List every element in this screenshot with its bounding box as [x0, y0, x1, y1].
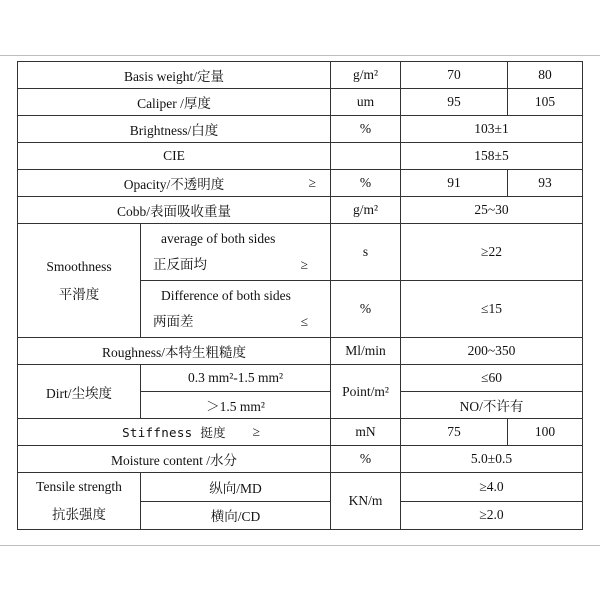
stiffness-label-cell [18, 419, 331, 446]
smoothness-difference-en: Difference of both sides [161, 288, 291, 303]
opacity-value-1: 91 [401, 170, 508, 197]
smoothness-label-cn: 平滑度 [58, 286, 100, 302]
tensile-label-cn: 抗张强度 [52, 507, 106, 522]
row-cie [18, 143, 583, 170]
cie-value: 158±5 [401, 143, 583, 170]
smoothness-difference-cell [141, 281, 331, 338]
cie-label: CIE [18, 143, 331, 170]
row-caliper [18, 89, 583, 116]
smoothness-difference-value: ≤15 [401, 281, 583, 338]
opacity-symbol: ≥ [308, 175, 316, 190]
dirt-large-range: ＞1.5 mm² [141, 392, 331, 419]
brightness-unit: % [331, 116, 401, 143]
smoothness-difference-cn-line [141, 309, 330, 335]
opacity-unit: % [331, 170, 401, 197]
row-dirt-small [18, 365, 583, 392]
cobb-label: Cobb/表面吸收重量 [18, 197, 331, 224]
tensile-label-en: Tensile strength [36, 479, 122, 494]
caliper-value-1: 95 [401, 89, 508, 116]
caliper-label: Caliper /厚度 [18, 89, 331, 116]
smoothness-difference-unit: % [331, 281, 401, 338]
smoothness-average-value: ≥22 [401, 224, 583, 281]
tensile-md-value: ≥4.0 [401, 473, 583, 502]
dirt-label: Dirt/尘埃度 [18, 365, 141, 419]
cobb-value: 25~30 [401, 197, 583, 224]
roughness-value: 200~350 [401, 338, 583, 365]
row-cobb [18, 197, 583, 224]
smoothness-difference-symbol: ≤ [300, 314, 308, 329]
roughness-unit: Ml/min [331, 338, 401, 365]
tensile-md-direction: 纵向/MD [141, 473, 331, 502]
basis-weight-value-1: 70 [401, 62, 508, 89]
paper-spec-table [17, 61, 583, 530]
stiffness-symbol: ≥ [252, 424, 260, 439]
opacity-label-cell [18, 170, 331, 197]
row-smoothness-average [18, 224, 583, 281]
smoothness-average-unit: s [331, 224, 401, 281]
roughness-label: Roughness/本特生粗糙度 [18, 338, 331, 365]
bottom-rule [0, 545, 600, 546]
smoothness-label [18, 224, 141, 338]
row-stiffness [18, 419, 583, 446]
dirt-large-value: NO/不许有 [401, 392, 583, 419]
tensile-cd-direction: 横向/CD [141, 501, 331, 530]
tensile-label [18, 473, 141, 530]
smoothness-average-cn-line [141, 252, 330, 278]
basis-weight-value-2: 80 [508, 62, 583, 89]
caliper-value-2: 105 [508, 89, 583, 116]
row-tensile-md [18, 473, 583, 502]
dirt-unit: Point/m² [331, 365, 401, 419]
moisture-value: 5.0±0.5 [401, 446, 583, 473]
stiffness-label: Stiffness 挺度 [122, 425, 226, 440]
cie-unit [331, 143, 401, 170]
row-brightness [18, 116, 583, 143]
opacity-value-2: 93 [508, 170, 583, 197]
tensile-cd-value: ≥2.0 [401, 501, 583, 530]
smoothness-average-cell [141, 224, 331, 281]
brightness-value: 103±1 [401, 116, 583, 143]
stiffness-value-1: 75 [401, 419, 508, 446]
top-rule [0, 55, 600, 56]
smoothness-average-en: average of both sides [161, 231, 276, 246]
smoothness-label-en: Smoothness [46, 258, 112, 274]
moisture-unit: % [331, 446, 401, 473]
row-opacity [18, 170, 583, 197]
stiffness-unit: mN [331, 419, 401, 446]
row-basis-weight [18, 62, 583, 89]
dirt-small-value: ≤60 [401, 365, 583, 392]
tensile-unit: KN/m [331, 473, 401, 530]
smoothness-difference-cn: 两面差 [153, 314, 194, 329]
cobb-unit: g/m² [331, 197, 401, 224]
moisture-label: Moisture content /水分 [18, 446, 331, 473]
caliper-unit: um [331, 89, 401, 116]
basis-weight-label: Basis weight/定量 [18, 62, 331, 89]
basis-weight-unit: g/m² [331, 62, 401, 89]
brightness-label: Brightness/白度 [18, 116, 331, 143]
stiffness-value-2: 100 [508, 419, 583, 446]
smoothness-average-cn: 正反面均 [153, 257, 207, 272]
smoothness-average-symbol: ≥ [300, 257, 308, 272]
row-roughness [18, 338, 583, 365]
opacity-label: Opacity/不透明度 [123, 177, 225, 192]
row-moisture [18, 446, 583, 473]
dirt-small-range: 0.3 mm²-1.5 mm² [141, 365, 331, 392]
